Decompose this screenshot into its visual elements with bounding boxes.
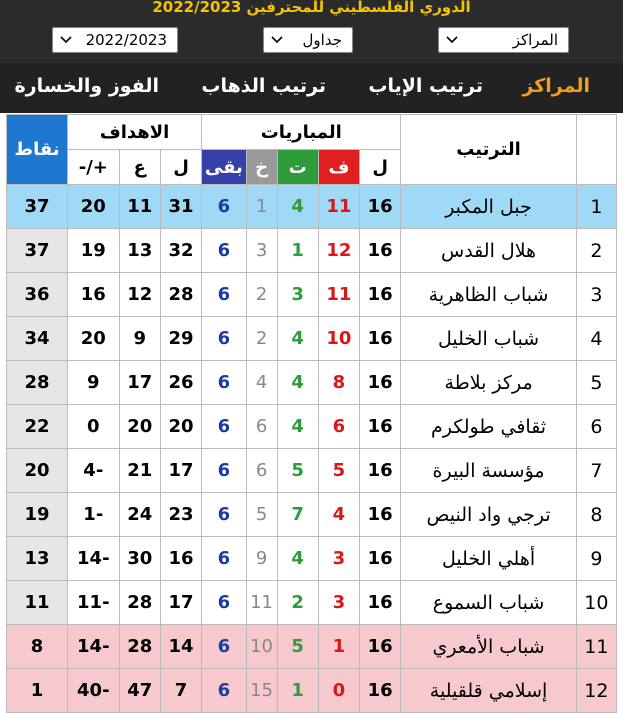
- points-cell: 37: [7, 229, 68, 273]
- page-title: الدوري الفلسطيني للمحترفين 2022/2023: [152, 0, 471, 16]
- points-cell: 20: [7, 449, 68, 493]
- team-name-link[interactable]: شباب الأمعري: [401, 625, 576, 669]
- played-cell: 16: [360, 449, 401, 493]
- lost-cell: 1: [246, 185, 277, 229]
- table-row[interactable]: [7, 229, 617, 273]
- drawn-cell: 3: [277, 273, 318, 317]
- team-name-link[interactable]: جبل المكبر: [401, 185, 576, 229]
- rank-cell: 4: [576, 317, 616, 361]
- table-row[interactable]: [7, 273, 617, 317]
- team-name-link[interactable]: أهلي الخليل: [401, 537, 576, 581]
- remaining-cell: 6: [202, 185, 246, 229]
- table-row[interactable]: [7, 185, 617, 229]
- type-select-value: المراكز: [512, 31, 558, 49]
- drawn-cell: 4: [277, 185, 318, 229]
- drawn-cell: 2: [277, 581, 318, 625]
- points-cell: 8: [7, 625, 68, 669]
- tab-second-round[interactable]: ترتيب الإياب: [368, 75, 483, 97]
- table-row[interactable]: [7, 361, 617, 405]
- points-cell: 11: [7, 581, 68, 625]
- played-cell: 16: [360, 493, 401, 537]
- team-name-link[interactable]: هلال القدس: [401, 229, 576, 273]
- goals-against-cell: 13: [119, 229, 160, 273]
- points-cell: 19: [7, 493, 68, 537]
- drawn-cell: 5: [277, 625, 318, 669]
- remaining-cell: 6: [202, 361, 246, 405]
- view-select[interactable]: [263, 27, 353, 53]
- rank-cell: 8: [576, 493, 616, 537]
- remaining-cell: 6: [202, 537, 246, 581]
- goal-diff-cell: 0: [68, 405, 120, 449]
- won-cell: 11: [318, 185, 359, 229]
- goals-for-cell: 7: [160, 669, 201, 713]
- team-name-link[interactable]: ثقافي طولكرم: [401, 405, 576, 449]
- goals-for-header: ل: [160, 150, 201, 185]
- goals-for-cell: 31: [160, 185, 201, 229]
- lost-cell: 4: [246, 361, 277, 405]
- table-row[interactable]: [7, 625, 617, 669]
- remaining-cell: 6: [202, 669, 246, 713]
- table-row[interactable]: [7, 449, 617, 493]
- points-header: نقاط: [7, 115, 68, 185]
- goals-against-cell: 12: [119, 273, 160, 317]
- goal-diff-cell: 19: [68, 229, 120, 273]
- goals-for-cell: 29: [160, 317, 201, 361]
- drawn-cell: 1: [277, 669, 318, 713]
- tab-positions[interactable]: المراكز: [522, 75, 590, 97]
- tab-wins-losses[interactable]: الفوز والخسارة: [14, 75, 159, 97]
- team-name-link[interactable]: شباب الخليل: [401, 317, 576, 361]
- goal-diff-cell: 9: [68, 361, 120, 405]
- table-row[interactable]: [7, 537, 617, 581]
- lost-cell: 15: [246, 669, 277, 713]
- drawn-cell: 5: [277, 449, 318, 493]
- points-cell: 28: [7, 361, 68, 405]
- remaining-cell: 6: [202, 449, 246, 493]
- won-cell: 6: [318, 405, 359, 449]
- top-header: [0, 0, 623, 63]
- remaining-cell: 6: [202, 405, 246, 449]
- rank-cell: 11: [576, 625, 616, 669]
- team-name-link[interactable]: شباب السموع: [401, 581, 576, 625]
- drawn-cell: 4: [277, 537, 318, 581]
- type-select[interactable]: [438, 27, 569, 53]
- rank-cell: 10: [576, 581, 616, 625]
- won-cell: 12: [318, 229, 359, 273]
- points-cell: 37: [7, 185, 68, 229]
- goals-for-cell: 16: [160, 537, 201, 581]
- goals-for-cell: 20: [160, 405, 201, 449]
- points-cell: 34: [7, 317, 68, 361]
- goal-diff-cell: -1: [68, 493, 120, 537]
- played-cell: 16: [360, 361, 401, 405]
- won-cell: 11: [318, 273, 359, 317]
- goals-for-cell: 17: [160, 449, 201, 493]
- goals-header: الاهداف: [68, 115, 202, 150]
- goal-diff-cell: 16: [68, 273, 120, 317]
- won-cell: 10: [318, 317, 359, 361]
- played-cell: 16: [360, 625, 401, 669]
- remaining-cell: 6: [202, 273, 246, 317]
- table-row[interactable]: [7, 669, 617, 713]
- goal-diff-cell: 20: [68, 317, 120, 361]
- lost-cell: 2: [246, 317, 277, 361]
- chevron-down-icon: [270, 32, 284, 46]
- goals-against-cell: 30: [119, 537, 160, 581]
- rank-cell: 6: [576, 405, 616, 449]
- goals-for-cell: 32: [160, 229, 201, 273]
- goals-against-cell: 17: [119, 361, 160, 405]
- goals-for-cell: 28: [160, 273, 201, 317]
- goal-diff-cell: -11: [68, 581, 120, 625]
- played-cell: 16: [360, 405, 401, 449]
- chevron-down-icon: [59, 32, 73, 46]
- won-header: ف: [318, 150, 359, 185]
- drawn-cell: 4: [277, 317, 318, 361]
- goals-against-cell: 47: [119, 669, 160, 713]
- team-name-link[interactable]: مؤسسة البيرة: [401, 449, 576, 493]
- team-header: الترتيب: [401, 115, 576, 185]
- won-cell: 3: [318, 537, 359, 581]
- played-cell: 16: [360, 581, 401, 625]
- remaining-cell: 6: [202, 625, 246, 669]
- matches-header: المباريات: [202, 115, 401, 150]
- rank-cell: 12: [576, 669, 616, 713]
- drawn-cell: 7: [277, 493, 318, 537]
- goal-diff-cell: -4: [68, 449, 120, 493]
- goals-against-cell: 20: [119, 405, 160, 449]
- played-cell: 16: [360, 273, 401, 317]
- lost-cell: 10: [246, 625, 277, 669]
- played-cell: 16: [360, 537, 401, 581]
- won-cell: 8: [318, 361, 359, 405]
- goals-against-cell: 28: [119, 581, 160, 625]
- drawn-header: ت: [277, 150, 318, 185]
- played-cell: 16: [360, 229, 401, 273]
- goals-against-cell: 28: [119, 625, 160, 669]
- drawn-cell: 4: [277, 361, 318, 405]
- table-row[interactable]: [7, 493, 617, 537]
- rank-cell: 2: [576, 229, 616, 273]
- lost-cell: 6: [246, 405, 277, 449]
- won-cell: 5: [318, 449, 359, 493]
- points-cell: 22: [7, 405, 68, 449]
- goal-diff-header: +/-: [68, 150, 120, 185]
- goals-for-cell: 17: [160, 581, 201, 625]
- lost-cell: 9: [246, 537, 277, 581]
- goals-against-header: ع: [119, 150, 160, 185]
- won-cell: 1: [318, 625, 359, 669]
- chevron-down-icon: [445, 32, 459, 46]
- won-cell: 4: [318, 493, 359, 537]
- points-cell: 1: [7, 669, 68, 713]
- table-row[interactable]: [7, 581, 617, 625]
- remaining-cell: 6: [202, 581, 246, 625]
- goals-against-cell: 11: [119, 185, 160, 229]
- goals-against-cell: 24: [119, 493, 160, 537]
- remaining-header: بقى: [202, 150, 246, 185]
- tab-bar: [0, 63, 623, 113]
- lost-header: خ: [246, 150, 277, 185]
- goals-against-cell: 21: [119, 449, 160, 493]
- table-row[interactable]: [7, 317, 617, 361]
- goal-diff-cell: -14: [68, 625, 120, 669]
- team-name-link[interactable]: مركز بلاطة: [401, 361, 576, 405]
- view-select-value: جداول: [302, 31, 342, 49]
- rank-header: [576, 115, 616, 185]
- lost-cell: 6: [246, 449, 277, 493]
- rank-cell: 3: [576, 273, 616, 317]
- lost-cell: 5: [246, 493, 277, 537]
- season-select[interactable]: [52, 27, 178, 53]
- points-cell: 36: [7, 273, 68, 317]
- team-name-link[interactable]: ترجي واد النيص: [401, 493, 576, 537]
- tab-first-round[interactable]: ترتيب الذهاب: [201, 75, 326, 97]
- rank-cell: 1: [576, 185, 616, 229]
- drawn-cell: 4: [277, 405, 318, 449]
- won-cell: 0: [318, 669, 359, 713]
- played-cell: 16: [360, 317, 401, 361]
- rank-cell: 5: [576, 361, 616, 405]
- standings-table: [6, 114, 617, 713]
- lost-cell: 11: [246, 581, 277, 625]
- lost-cell: 2: [246, 273, 277, 317]
- team-name-link[interactable]: شباب الظاهرية: [401, 273, 576, 317]
- lost-cell: 3: [246, 229, 277, 273]
- team-name-link[interactable]: إسلامي قلقيلية: [401, 669, 576, 713]
- goal-diff-cell: -40: [68, 669, 120, 713]
- season-select-value: 2022/2023: [85, 31, 167, 49]
- won-cell: 3: [318, 581, 359, 625]
- goals-for-cell: 26: [160, 361, 201, 405]
- remaining-cell: 6: [202, 317, 246, 361]
- points-cell: 13: [7, 537, 68, 581]
- played-cell: 16: [360, 185, 401, 229]
- goal-diff-cell: 20: [68, 185, 120, 229]
- played-cell: 16: [360, 669, 401, 713]
- goals-for-cell: 23: [160, 493, 201, 537]
- remaining-cell: 6: [202, 229, 246, 273]
- drawn-cell: 1: [277, 229, 318, 273]
- rank-cell: 7: [576, 449, 616, 493]
- rank-cell: 9: [576, 537, 616, 581]
- played-header: ل: [360, 150, 401, 185]
- goals-for-cell: 14: [160, 625, 201, 669]
- goals-against-cell: 9: [119, 317, 160, 361]
- table-row[interactable]: [7, 405, 617, 449]
- remaining-cell: 6: [202, 493, 246, 537]
- goal-diff-cell: -14: [68, 537, 120, 581]
